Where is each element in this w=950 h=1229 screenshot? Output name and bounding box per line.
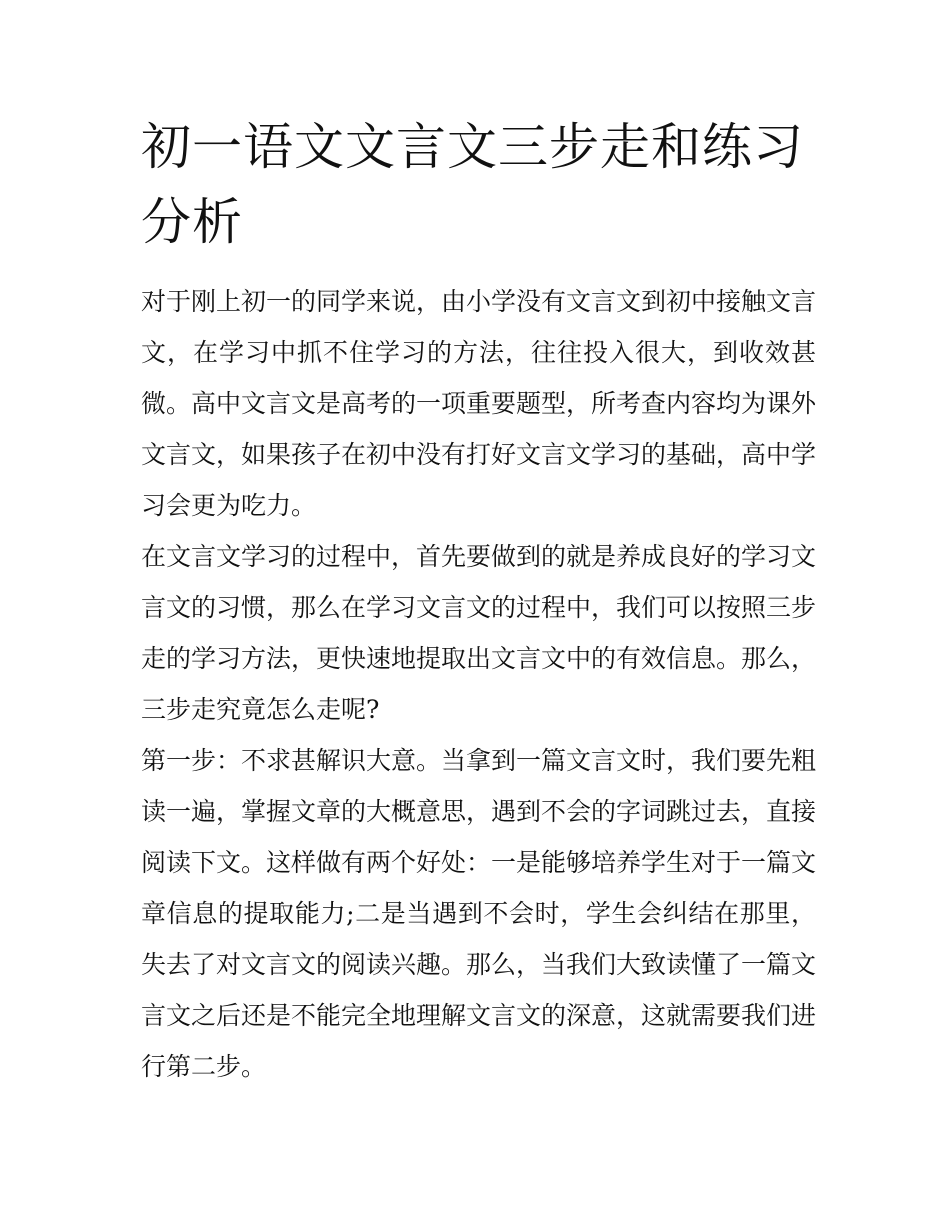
document-title: 初一语文文言文三步走和练习分析 bbox=[141, 118, 804, 251]
document-body bbox=[141, 276, 816, 1092]
paragraph-step-one: 第一步：不求甚解识大意。当拿到一篇文言文时，我们要先粗读一遍，掌握文章的大概意思，遇到不会的字词跳过去，直接阅读下文。这样做有两个好处：一是能够培养学生对于一篇文章信息的提取能力;二是当遇到不会时，学生会纠结在那里，失去了对文言文的阅读兴趣。那么，当我们大致读懂了一篇文言文之后还是不能完全地理解文言文的深意，这就需要我们进行第二步。 bbox=[141, 746, 817, 1081]
paragraph-intro: 对于刚上初一的同学来说，由小学没有文言文到初中接触文言文，在学习中抓不住学习的方法，往往投入很大，到收效甚微。高中文言文是高考的一项重要题型，所考查内容均为课外文言文，如果孩子在初中没有打好文言文学习的基础，高中学习会更为吃力。 bbox=[141, 287, 817, 520]
paragraph-method: 在文言文学习的过程中，首先要做到的就是养成良好的学习文言文的习惯，那么在学习文言文的过程中，我们可以按照三步走的学习方法，更快速地提取出文言文中的有效信息。那么，三步走究竟怎么走呢? bbox=[141, 542, 817, 724]
